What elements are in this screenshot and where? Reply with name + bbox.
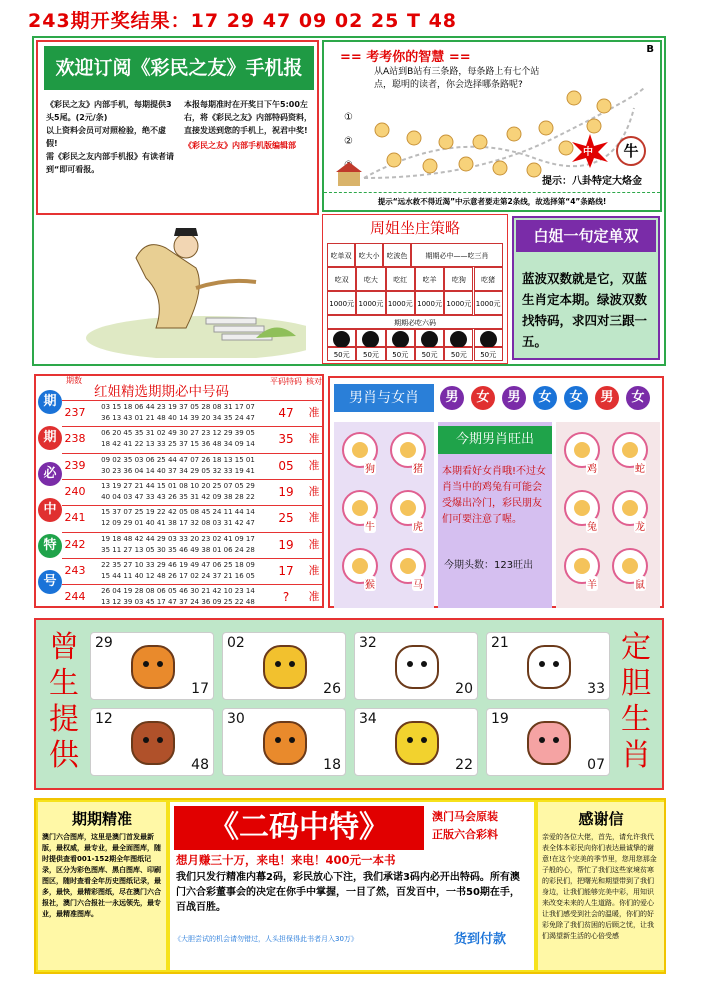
tile-number-bottom: 26 (323, 681, 341, 697)
strategy-header-4: 期期必中——吃三肖 (411, 243, 503, 267)
rat-icon (263, 721, 307, 765)
strategy-cell: 50元 (386, 347, 415, 361)
black-dot (450, 331, 467, 348)
strategy-cell: 50元 (474, 347, 503, 361)
gender-panel (328, 376, 664, 608)
animal-face-icon (400, 500, 416, 516)
row-numbers-b: 18 42 41 22 13 33 25 37 15 36 48 34 09 14 (101, 440, 255, 449)
tile-number-top: 29 (95, 635, 113, 651)
row-numbers-b: 12 09 29 01 40 41 38 17 32 08 03 31 42 47 (101, 519, 255, 528)
animal-card (340, 490, 380, 536)
gender-badge: 男 (502, 386, 526, 410)
puzzle-corner-b: B (646, 44, 654, 55)
strategy-cell: 吃狗 (444, 267, 473, 291)
row-numbers (88, 428, 268, 450)
row-period: 241 (64, 511, 86, 525)
eye-icon (157, 737, 163, 743)
female-animals-column (556, 422, 660, 608)
left-info-title: 期期精准 (71, 810, 132, 828)
subscribe-col2-b: 《彩民之友》内部手机版编辑部 (184, 141, 296, 150)
subscribe-col1-b: 以上资料会员可对照检验，绝不虚假! (46, 126, 166, 148)
eye-icon (143, 661, 149, 667)
animal-face-icon (622, 442, 638, 458)
left-info (38, 802, 166, 970)
tile-number-top: 02 (227, 635, 245, 651)
animal-label: 虎 (412, 518, 424, 533)
animal-face-icon (352, 442, 368, 458)
check-header: 核对 (306, 377, 322, 386)
dog-icon (395, 645, 439, 689)
today-title: 今期男肖旺出 (438, 426, 552, 454)
animal-label: 狗 (364, 460, 376, 475)
row-check: 准 (308, 590, 320, 604)
mid-info (170, 802, 534, 970)
chick-icon (395, 721, 439, 765)
animal-label: 马 (412, 576, 424, 591)
black-dot (421, 331, 438, 348)
thanks-title: 感谢信 (578, 810, 624, 828)
row-check: 准 (308, 537, 320, 551)
subscribe-col2 (184, 98, 314, 152)
animal-face-icon (574, 442, 590, 458)
animal-card (388, 548, 428, 594)
strategy-cell: 1000元 (474, 291, 503, 315)
animal-card (562, 548, 602, 594)
tile-number-top: 21 (491, 635, 509, 651)
animal-label: 牛 (364, 518, 376, 533)
tile-number-top: 12 (95, 711, 113, 727)
bai-text: 蓝波双数就是它，双蓝生肖定本期。绿波双数找特码，求四对三跟一五。 (522, 271, 648, 349)
side-badge: 期 (38, 426, 62, 450)
zodiac-tile (486, 632, 610, 700)
animal-face-icon (400, 558, 416, 574)
thanks-letter (538, 802, 664, 970)
row-divider (62, 400, 324, 401)
animal-card (562, 490, 602, 536)
six-code-slot (474, 329, 503, 347)
pig-icon (527, 721, 571, 765)
eye-icon (275, 661, 281, 667)
row-period: 242 (64, 537, 86, 551)
black-dot (333, 331, 350, 348)
animal-card (610, 548, 650, 594)
strategy-cell: 50元 (415, 347, 444, 361)
row-numbers-b: 13 12 39 03 45 17 47 37 24 36 09 25 22 48 (101, 598, 255, 607)
row-period: 240 (64, 484, 86, 498)
subscribe-col1-a: 《彩民之友》内部手机，每期提供3头5尾。(2元/条) (46, 100, 172, 122)
horse-icon (131, 721, 175, 765)
zodiac-tile (354, 708, 478, 776)
row-check: 准 (308, 511, 320, 525)
eye-icon (421, 737, 427, 743)
row-numbers-a: 19 18 48 42 44 29 03 33 20 23 02 41 09 17 (101, 534, 255, 543)
zodiac-tile (222, 632, 346, 700)
foot-note: 《大胆尝试的机会请勿错过，人头担保得此书者月入30万》 (174, 935, 358, 943)
strategy-header-2: 吃大小 (355, 243, 383, 267)
side-badge: 中 (38, 498, 62, 522)
left-info-text: 澳门六合图库，这里是澳门首发最新版，最权威，最专业，最全面图库，随时提供查看001-152期全年图纸记录，区分为彩色图库、黑白图库、印刷图区，随时查看全年历史图纸记录，最多，最快，最精彩图纸，尽在澳门六合报社，澳门六合报社一永远领先，最专业，最精准图库。 (42, 833, 161, 918)
puzzle-hint: 提示：八卦特定大烙金 (542, 176, 642, 187)
puzzle-panel (322, 40, 662, 212)
zodiac-left-label: 曾生提供 (49, 630, 79, 773)
tile-number-bottom: 33 (587, 681, 605, 697)
animal-card (340, 548, 380, 594)
side-badge: 期 (38, 390, 62, 414)
row-code: 05 (278, 458, 294, 473)
six-code-slot (356, 329, 385, 347)
strategy-cell: 吃大 (356, 267, 385, 291)
six-code-title: 期期必吃六码 (327, 315, 503, 329)
zodiac-tile (90, 632, 214, 700)
tile-number-bottom: 20 (455, 681, 473, 697)
six-code-slot (415, 329, 444, 347)
row-numbers-b: 36 13 43 01 21 48 40 14 39 20 34 35 24 47 (101, 414, 255, 422)
row-numbers-a: 22 35 27 10 33 29 46 19 49 47 06 25 18 09 (101, 560, 255, 569)
draw-result-header: 243期开奖结果：17 29 47 09 02 25 T 48 (28, 10, 458, 32)
row-divider (62, 532, 324, 533)
animal-card (610, 432, 650, 478)
strategy-cell: 1000元 (444, 291, 473, 315)
row-divider (62, 584, 324, 585)
row-code: 35 (278, 432, 294, 447)
row-numbers-b: 30 23 36 04 14 40 37 34 29 05 32 33 19 41 (101, 466, 255, 475)
tile-number-bottom: 22 (455, 757, 473, 773)
side-badge: 号 (38, 570, 62, 594)
animal-face-icon (622, 558, 638, 574)
strategy-cell: 1000元 (327, 291, 356, 315)
row-divider (62, 479, 324, 480)
eye-icon (553, 737, 559, 743)
tile-number-bottom: 07 (587, 757, 605, 773)
ox-icon (131, 645, 175, 689)
row-numbers (88, 586, 268, 608)
tile-number-top: 19 (491, 711, 509, 727)
strategy-panel (322, 214, 508, 364)
strategy-cell: 50元 (356, 347, 385, 361)
eye-icon (407, 737, 413, 743)
slogan: 想月赚三十万，来电！来电！400元一本书 (176, 853, 396, 867)
strategy-cell: 吃红 (386, 267, 415, 291)
puzzle-question: 从A站到B站有三条路，每条路上有七个站点，聪明的读者，你会选择哪条路呢? (374, 67, 540, 90)
animal-face-icon (574, 558, 590, 574)
animal-label: 鸡 (586, 460, 598, 475)
tile-number-top: 32 (359, 635, 377, 651)
six-code-slot (386, 329, 415, 347)
eye-icon (289, 737, 295, 743)
gender-title: 男肖与女肖 (334, 384, 434, 412)
subscribe-title: 欢迎订阅《彩民之友》手机报 (44, 46, 314, 90)
puzzle-note: 提示“远水救不得近渴”中示意者要走第2条线，故选择第“4”条路线! (324, 192, 660, 210)
animal-card (610, 490, 650, 536)
strategy-title: 周姐坐庄策略 (369, 219, 460, 237)
tile-number-top: 34 (359, 711, 377, 727)
subscribe-col1-c: 需《彩民之友内部手机报》有读者请到“即可看报。 (46, 152, 174, 174)
side-badge: 必 (38, 462, 62, 486)
gender-badge: 女 (471, 386, 495, 410)
today-text: 本期看好女肖哦!不过女肖当中的鸡兔有可能会受爆出冷门，彩民朋友们可要注意了喔。 (442, 466, 547, 525)
row-numbers-a: 15 37 07 25 19 22 42 05 08 45 24 11 44 14 (101, 508, 255, 517)
row-numbers-a: 03 15 18 06 44 23 19 37 05 28 08 31 17 07 (101, 403, 255, 411)
row-check: 准 (308, 432, 320, 446)
tiger-icon (263, 645, 307, 689)
row-numbers-b: 40 04 03 47 33 43 26 35 31 42 09 38 28 22 (101, 492, 255, 501)
row-numbers (88, 534, 268, 556)
eye-icon (289, 661, 295, 667)
animal-card (562, 432, 602, 478)
strategy-cell: 1000元 (386, 291, 415, 315)
two-code-title: 《二码中特》 (174, 806, 424, 850)
black-dot (480, 331, 497, 348)
row-numbers (88, 560, 268, 582)
subscribe-col2-a: 本报每期准时在开奖日下午5:00左右，将《彩民之友》内部特码资料，直接发送到您的手机上，祝君中奖! (184, 100, 312, 135)
row-numbers (88, 481, 268, 503)
zodiac-ox-circle: 牛 (616, 136, 646, 166)
row-numbers (88, 455, 268, 477)
zodiac-panel (34, 618, 664, 790)
animal-label: 龙 (634, 518, 646, 533)
promise-text: 我们只发行精准内幕2码，彩民放心下注，我们承诺3码内必开出特码。所有澳门六合彩董事会的决定在你手中掌握，一目了然，百发百中，一书50期在手，百战百胜。 (176, 872, 520, 913)
animal-face-icon (574, 500, 590, 516)
row-period: 243 (64, 563, 86, 577)
mid-side1: 澳门马会原装 (432, 810, 498, 823)
strategy-cell: 50元 (444, 347, 473, 361)
row-code: 47 (278, 406, 294, 420)
male-animals-column (334, 422, 434, 608)
rooster-icon (527, 645, 571, 689)
mid-side2: 正版六合彩料 (432, 828, 498, 841)
numbers-table (34, 374, 324, 608)
row-numbers-a: 13 19 27 21 44 15 01 08 10 20 25 07 05 29 (101, 481, 255, 490)
puzzle-path-illustration (334, 68, 664, 186)
gender-badge: 女 (564, 386, 588, 410)
gender-badge: 男 (595, 386, 619, 410)
strategy-cell: 50元 (327, 347, 356, 361)
code-header: 平码特码 (270, 377, 302, 386)
animal-face-icon (622, 500, 638, 516)
bai-panel (512, 216, 660, 360)
eye-icon (143, 737, 149, 743)
animal-label: 猴 (364, 576, 376, 591)
row-period: 244 (64, 590, 86, 604)
animal-card (340, 432, 380, 478)
row-numbers-a: 09 02 35 03 06 25 44 47 07 26 18 13 15 01 (101, 455, 255, 464)
eye-icon (407, 661, 413, 667)
gender-badge: 女 (626, 386, 650, 410)
animal-face-icon (400, 442, 416, 458)
zodiac-tile (486, 708, 610, 776)
row-numbers (88, 402, 268, 424)
strategy-cell: 吃双 (327, 267, 356, 291)
eye-icon (539, 737, 545, 743)
row-divider (62, 426, 324, 427)
six-code-slot (327, 329, 356, 347)
row-period: 239 (64, 458, 86, 472)
row-divider (62, 453, 324, 454)
puzzle-title: == 考考你的智慧 == (340, 50, 471, 65)
strategy-cell: 1000元 (356, 291, 385, 315)
row-numbers-a: 26 04 19 28 08 06 05 46 30 21 42 10 23 14 (101, 587, 255, 596)
path-1-label: ① (344, 112, 353, 123)
row-numbers (88, 507, 268, 529)
strategy-cell: 吃羊 (415, 267, 444, 291)
subscribe-col1 (46, 98, 176, 176)
row-check: 准 (308, 458, 320, 472)
animal-card (388, 432, 428, 478)
row-numbers-b: 15 44 11 40 12 48 26 17 02 24 37 21 16 05 (101, 571, 255, 580)
gender-badge: 女 (533, 386, 557, 410)
animal-label: 兔 (586, 518, 598, 533)
thanks-text: 亲爱的各位大佬，首先，请允许我代表全体本彩民向你们表达最诚挚的谢意!在这个完美的季节里，您用您那金子般的心，帮忙了我们这些家境贫寒的彩民们，把曙光和期望带到了我们身边，让我们能够完美中彩，用知识来改变未来的人生道路。你们的爱心让我们感受到社会的温暖，你们的好彩免除了我们贫困的后顾之忧，让我们渴望新生活的心倍受感 (542, 833, 657, 940)
row-code: 19 (278, 537, 294, 552)
pay-on-delivery: 货到付款 (454, 932, 507, 947)
animal-face-icon (352, 558, 368, 574)
row-divider (62, 505, 324, 506)
strategy-cell: 1000元 (415, 291, 444, 315)
row-check: 准 (308, 563, 320, 577)
tile-number-bottom: 48 (191, 757, 209, 773)
path-2-label: ② (344, 136, 353, 147)
row-code: ? (282, 590, 290, 605)
strategy-header-1: 吃单双 (327, 243, 355, 267)
row-numbers-a: 06 20 45 35 31 02 49 30 27 23 12 29 39 05 (101, 429, 255, 438)
animal-label: 羊 (586, 576, 598, 591)
burst-label: 中 (583, 147, 593, 158)
zodiac-tile (222, 708, 346, 776)
subscribe-panel (36, 40, 319, 215)
zodiac-right-label: 定胆生肖 (621, 630, 651, 773)
row-period: 238 (64, 432, 86, 446)
tile-number-top: 30 (227, 711, 245, 727)
eye-icon (421, 661, 427, 667)
scholar-illustration (56, 218, 306, 358)
table-title: 红姐精选期期必中号码 (94, 384, 229, 400)
today-box (438, 422, 552, 608)
row-period: 237 (64, 406, 86, 419)
animal-label: 蛇 (634, 460, 646, 475)
gender-badge: 男 (440, 386, 464, 410)
row-code: 17 (278, 563, 294, 578)
strategy-header-3: 吃波色 (383, 243, 411, 267)
period-header: 期数 (66, 376, 82, 385)
side-badge: 特 (38, 534, 62, 558)
tile-number-bottom: 17 (191, 681, 209, 697)
row-check: 准 (308, 406, 320, 419)
zodiac-tile (90, 708, 214, 776)
head-count: 今期头数：123旺出 (444, 560, 534, 571)
eye-icon (157, 661, 163, 667)
eye-icon (275, 737, 281, 743)
bottom-banner (34, 798, 666, 974)
row-numbers-b: 35 11 27 13 05 30 35 46 49 38 01 06 24 28 (101, 545, 255, 554)
animal-face-icon (352, 500, 368, 516)
animal-card (388, 490, 428, 536)
strategy-cell: 吃猪 (474, 267, 503, 291)
black-dot (362, 331, 379, 348)
row-code: 25 (278, 511, 294, 526)
black-dot (392, 331, 409, 348)
row-divider (62, 558, 324, 559)
bai-title: 白姐一句定单双 (516, 220, 656, 252)
animal-label: 鼠 (634, 576, 646, 591)
row-code: 19 (278, 484, 294, 499)
eye-icon (539, 661, 545, 667)
tile-number-bottom: 18 (323, 757, 341, 773)
zodiac-tile (354, 632, 478, 700)
row-check: 准 (308, 484, 320, 498)
animal-label: 猪 (412, 460, 424, 475)
eye-icon (553, 661, 559, 667)
six-code-slot (444, 329, 473, 347)
